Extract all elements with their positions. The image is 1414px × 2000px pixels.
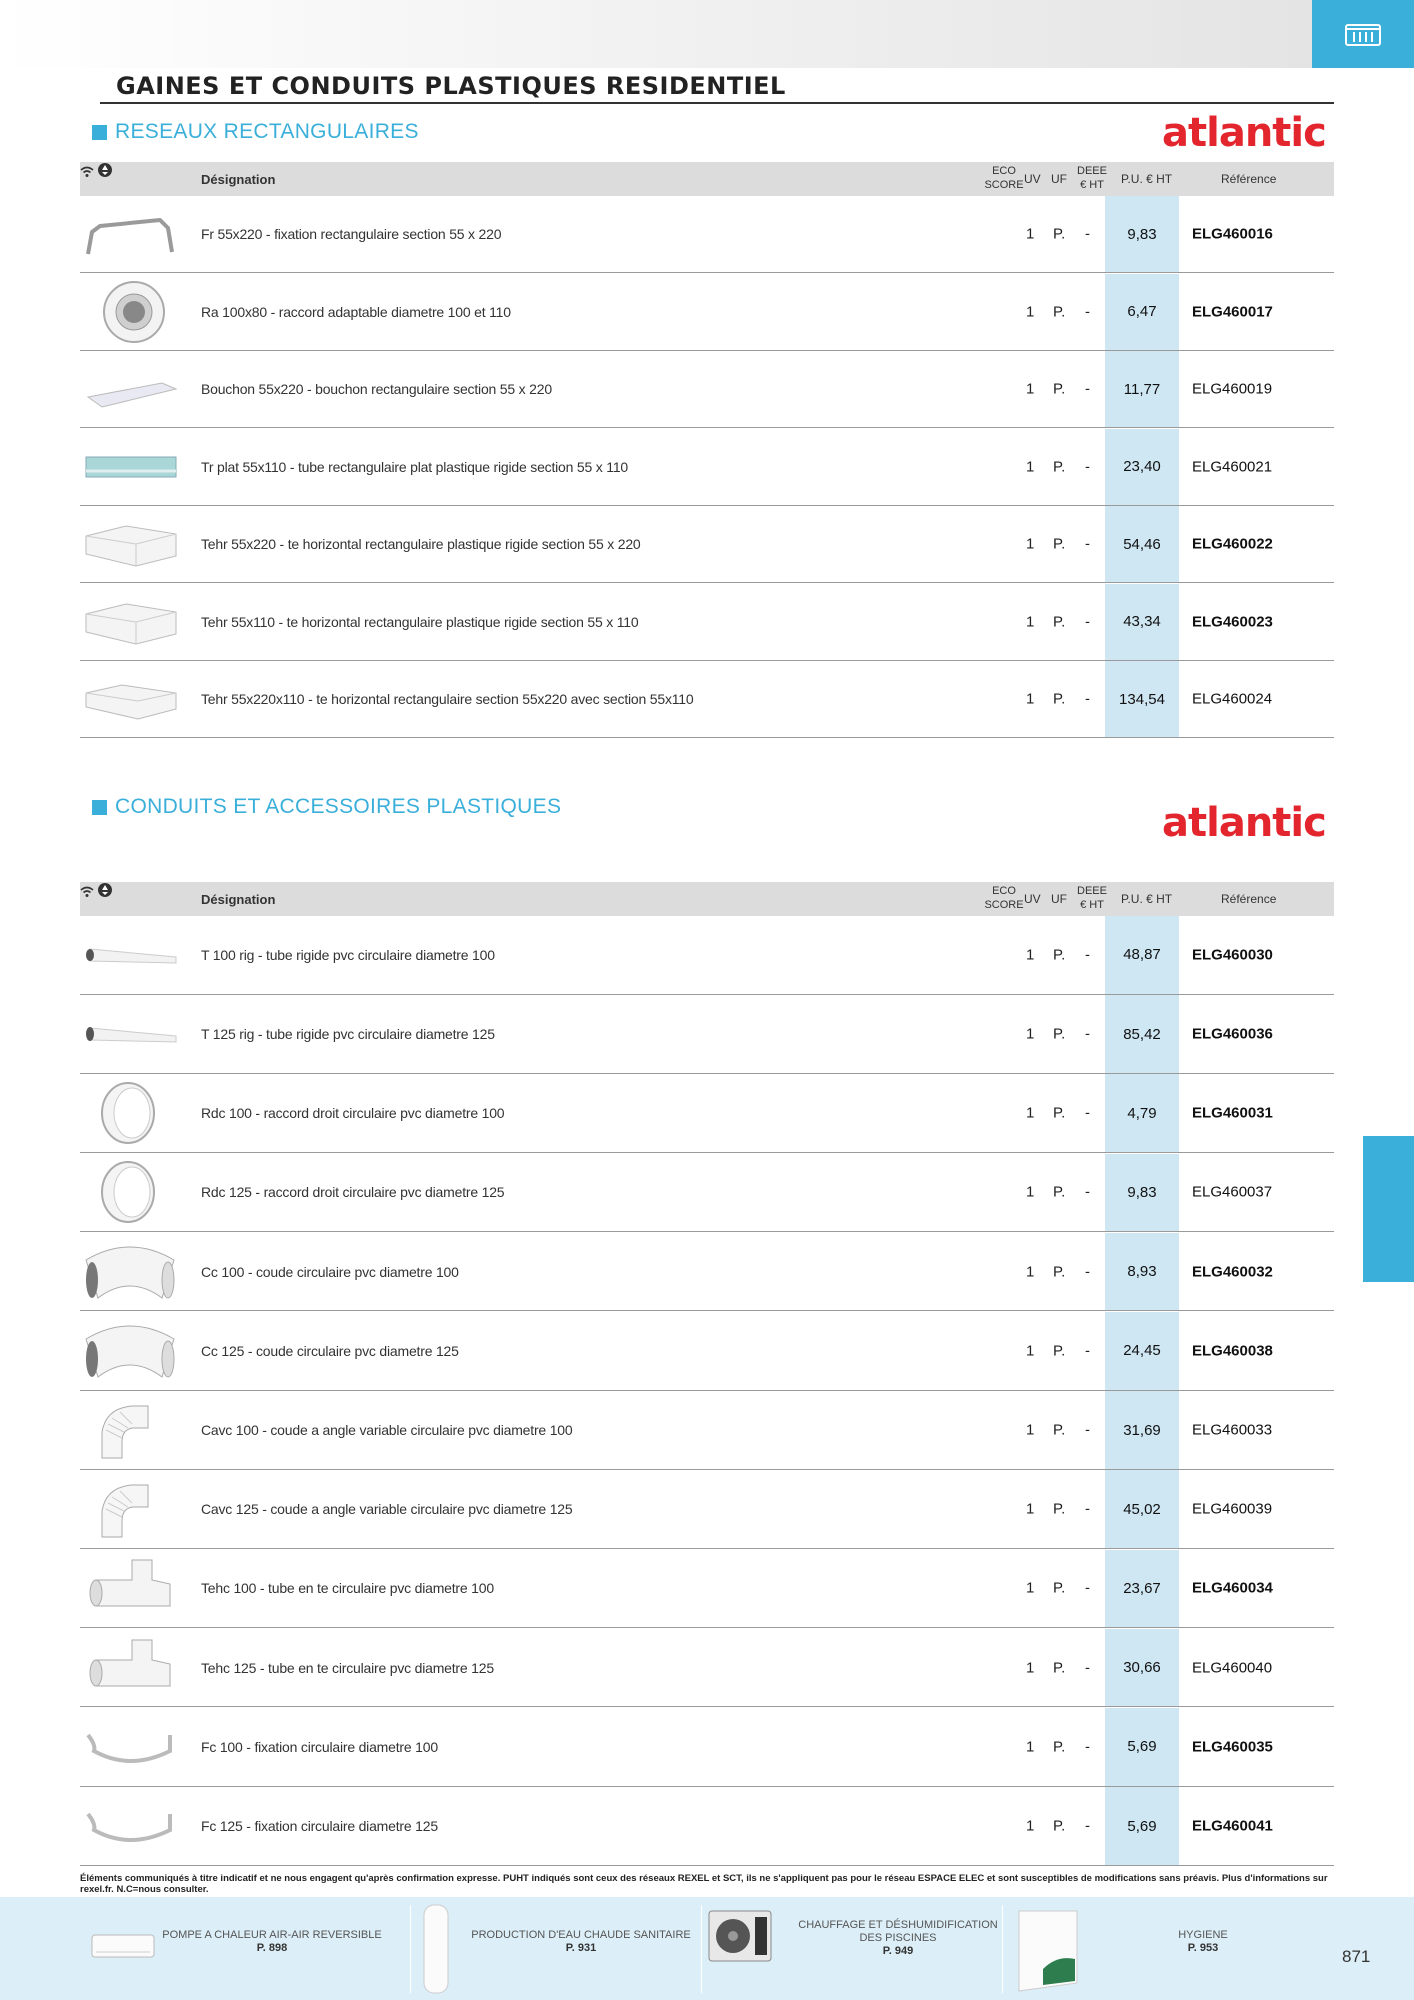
- product-reference[interactable]: ELG460035: [1192, 1738, 1273, 1756]
- product-reference[interactable]: ELG460036: [1192, 1025, 1273, 1043]
- page-number: 871: [1342, 1947, 1371, 1966]
- product-uv: 1: [1026, 1500, 1035, 1518]
- product-designation: Cavc 100 - coude a angle variable circulaire pvc diametre 100: [201, 1422, 573, 1439]
- product-thumbnail: [82, 1556, 178, 1620]
- product-designation: Cavc 125 - coude a angle variable circulaire pvc diametre 125: [201, 1501, 573, 1518]
- product-uv: 1: [1026, 1263, 1035, 1281]
- product-thumbnail: [82, 435, 178, 499]
- col-designation: Désignation: [201, 892, 276, 907]
- col-reference: Référence: [1221, 172, 1277, 186]
- product-deee: -: [1085, 1500, 1090, 1518]
- product-reference[interactable]: ELG460034: [1192, 1579, 1273, 1597]
- wifi-icon: [80, 166, 94, 178]
- product-deee: -: [1085, 1659, 1090, 1677]
- product-deee: -: [1085, 1421, 1090, 1439]
- product-deee: -: [1085, 303, 1090, 320]
- section-title: RESEAUX RECTANGULAIRES: [115, 120, 419, 143]
- product-price: 23,40: [1105, 429, 1179, 505]
- product-thumbnail: [82, 923, 178, 987]
- recycle-icon: [97, 882, 113, 898]
- table-row[interactable]: [80, 196, 1334, 273]
- table-row[interactable]: [80, 1470, 1334, 1549]
- product-uf: P.: [1053, 535, 1066, 553]
- table-row[interactable]: [80, 351, 1334, 428]
- product-price: 48,87: [1105, 916, 1179, 994]
- section-bullet: [92, 800, 107, 815]
- product-uv: 1: [1026, 535, 1035, 553]
- air-conditioner-icon: [90, 1927, 156, 1963]
- col-designation: Désignation: [201, 172, 276, 187]
- product-price: 9,83: [1105, 196, 1179, 272]
- product-uf: P.: [1053, 1104, 1066, 1122]
- table-row[interactable]: [80, 1233, 1334, 1312]
- product-designation: Rdc 100 - raccord droit circulaire pvc diametre 100: [201, 1105, 505, 1122]
- table-row[interactable]: [80, 1787, 1334, 1866]
- product-thumbnail: [82, 590, 178, 654]
- product-uv: 1: [1026, 946, 1035, 964]
- product-reference[interactable]: ELG460022: [1192, 535, 1273, 553]
- product-designation: Tehc 100 - tube en te circulaire pvc diametre 100: [201, 1580, 494, 1597]
- hygiene-unit-icon: [1013, 1907, 1083, 1993]
- product-reference[interactable]: ELG460017: [1192, 303, 1273, 320]
- product-designation: Fc 100 - fixation circulaire diametre 100: [201, 1738, 438, 1755]
- product-designation: Rdc 125 - raccord droit circulaire pvc diametre 125: [201, 1184, 505, 1201]
- product-thumbnail: [82, 357, 178, 421]
- product-uf: P.: [1053, 1659, 1066, 1677]
- product-reference[interactable]: ELG460023: [1192, 613, 1273, 630]
- product-reference[interactable]: ELG460016: [1192, 225, 1273, 243]
- table-row[interactable]: [80, 1550, 1334, 1629]
- disclaimer: Éléments communiqués à titre indicatif et ne nous engagent qu'après confirmation expresse. PUHT indiqués sont ceux des réseaux REXEL et SCT, ils ne s'appliquent pas pour le réseau ESPACE ELEC et sont susceptibles de modifications sans préavis. Plus d'informations sur rexel.fr. N.C=nous consulter.: [80, 1873, 1328, 1895]
- product-uf: P.: [1053, 380, 1066, 398]
- product-thumbnail: [82, 1636, 178, 1700]
- product-designation: Tehr 55x220x110 - te horizontal rectangulaire section 55x220 avec section 55x110: [201, 691, 694, 707]
- product-deee: -: [1085, 1342, 1090, 1360]
- product-price: 9,83: [1105, 1154, 1179, 1232]
- brand-logo: atlantic: [1162, 800, 1326, 846]
- table-header: [80, 882, 1334, 916]
- product-designation: Fr 55x220 - fixation rectangulaire section 55 x 220: [201, 226, 502, 242]
- product-price: 45,02: [1105, 1470, 1179, 1548]
- product-uv: 1: [1026, 303, 1035, 320]
- product-uv: 1: [1026, 690, 1035, 708]
- product-uf: P.: [1053, 946, 1066, 964]
- product-uf: P.: [1053, 303, 1066, 320]
- product-reference[interactable]: ELG460019: [1192, 380, 1273, 398]
- product-designation: Cc 100 - coude circulaire pvc diametre 100: [201, 1263, 459, 1280]
- product-designation: Ra 100x80 - raccord adaptable diametre 100 et 110: [201, 303, 511, 320]
- product-uf: P.: [1053, 1817, 1066, 1835]
- product-uv: 1: [1026, 1104, 1035, 1122]
- brand-logo: atlantic: [1162, 110, 1326, 156]
- product-reference[interactable]: ELG460040: [1192, 1659, 1273, 1677]
- product-designation: Tehr 55x220 - te horizontal rectangulaire plastique rigide section 55 x 220: [201, 536, 641, 552]
- section-heading-conduits: [92, 795, 561, 819]
- col-uf: UF: [1051, 892, 1067, 906]
- radiator-icon: [1344, 20, 1382, 48]
- water-heater-icon: [421, 1903, 451, 1995]
- product-price: 30,66: [1105, 1629, 1179, 1707]
- product-uv: 1: [1026, 1817, 1035, 1835]
- footer-label: POMPE A CHALEUR AIR-AIR REVERSIBLE: [162, 1929, 382, 1941]
- product-price: 6,47: [1105, 274, 1179, 350]
- footer-label: CHAUFFAGE ET DÉSHUMIDIFICATION: [798, 1919, 998, 1931]
- product-designation: T 100 rig - tube rigide pvc circulaire diametre 100: [201, 946, 495, 963]
- footer-nav: [0, 1897, 1414, 2000]
- product-uv: 1: [1026, 458, 1035, 475]
- product-price: 5,69: [1105, 1787, 1179, 1865]
- product-uv: 1: [1026, 1025, 1035, 1043]
- section-heading-rectangulaires: [92, 120, 419, 144]
- product-deee: -: [1085, 946, 1090, 964]
- table-row[interactable]: [80, 1074, 1334, 1153]
- table-row[interactable]: [80, 274, 1334, 351]
- col-uf: UF: [1051, 172, 1067, 186]
- footer-link-hygiene[interactable]: [1003, 1897, 1333, 2000]
- product-price: 24,45: [1105, 1312, 1179, 1390]
- product-price: 23,67: [1105, 1550, 1179, 1628]
- product-uv: 1: [1026, 1342, 1035, 1360]
- product-thumbnail: [82, 1002, 178, 1066]
- product-uv: 1: [1026, 1579, 1035, 1597]
- product-uf: P.: [1053, 1263, 1066, 1281]
- product-designation: Tehr 55x110 - te horizontal rectangulaire plastique rigide section 55 x 110: [201, 613, 639, 630]
- table-row[interactable]: [80, 429, 1334, 506]
- col-price: P.U. € HT: [1121, 172, 1173, 186]
- table-header: [80, 162, 1334, 196]
- product-price: 8,93: [1105, 1233, 1179, 1311]
- col-deee: DEEE € HT: [1077, 885, 1107, 911]
- col-uv: UV: [1024, 892, 1041, 906]
- footer-page: P. 949: [882, 1945, 914, 1957]
- product-uf: P.: [1053, 1421, 1066, 1439]
- product-uf: P.: [1053, 225, 1066, 243]
- product-reference[interactable]: ELG460038: [1192, 1342, 1273, 1360]
- product-thumbnail: [82, 1398, 178, 1462]
- product-reference[interactable]: ELG460030: [1192, 946, 1273, 964]
- table-row[interactable]: [80, 995, 1334, 1074]
- chapter-tab[interactable]: [1312, 0, 1414, 68]
- product-thumbnail: [82, 1477, 178, 1541]
- col-deee: DEEE € HT: [1077, 165, 1107, 191]
- product-designation: T 125 rig - tube rigide pvc circulaire diametre 125: [201, 1026, 495, 1043]
- product-uv: 1: [1026, 1738, 1035, 1756]
- table-row[interactable]: [80, 916, 1334, 995]
- product-designation: Tr plat 55x110 - tube rectangulaire plat plastique rigide section 55 x 110: [201, 458, 628, 475]
- wifi-icon: [80, 886, 94, 898]
- table-row[interactable]: [80, 1629, 1334, 1708]
- section-title: CONDUITS ET ACCESSOIRES PLASTIQUES: [115, 795, 562, 818]
- section-bullet: [92, 125, 107, 140]
- footer-link-pac[interactable]: [0, 1897, 410, 2000]
- product-deee: -: [1085, 1025, 1090, 1043]
- footer-label: PRODUCTION D'EAU CHAUDE SANITAIRE: [471, 1929, 691, 1941]
- col-eco-score: ECO SCORE: [984, 885, 1024, 911]
- product-thumbnail: [82, 1081, 178, 1145]
- product-price: 134,54: [1105, 661, 1179, 737]
- product-deee: -: [1085, 380, 1090, 398]
- product-reference[interactable]: ELG460041: [1192, 1817, 1273, 1835]
- product-price: 4,79: [1105, 1074, 1179, 1152]
- table-row[interactable]: [80, 1391, 1334, 1470]
- product-thumbnail: [82, 1715, 178, 1779]
- product-reference[interactable]: ELG460032: [1192, 1263, 1273, 1281]
- footer-page: P. 953: [1187, 1942, 1219, 1954]
- product-price: 85,42: [1105, 995, 1179, 1073]
- table-row[interactable]: [80, 506, 1334, 583]
- product-reference[interactable]: ELG460021: [1192, 458, 1273, 475]
- product-reference[interactable]: ELG460039: [1192, 1500, 1273, 1518]
- product-uv: 1: [1026, 225, 1035, 243]
- title-divider: [100, 102, 1334, 104]
- heat-pump-unit-icon: [707, 1909, 773, 1965]
- product-deee: -: [1085, 690, 1090, 708]
- product-uf: P.: [1053, 1500, 1066, 1518]
- footer-link-piscines[interactable]: [702, 1897, 1002, 2000]
- product-deee: -: [1085, 458, 1090, 475]
- table-row[interactable]: [80, 661, 1334, 738]
- product-reference[interactable]: ELG460031: [1192, 1104, 1273, 1122]
- product-deee: -: [1085, 613, 1090, 630]
- product-thumbnail: [82, 202, 178, 266]
- side-index-tab[interactable]: [1363, 1136, 1414, 1282]
- product-uf: P.: [1053, 1025, 1066, 1043]
- product-thumbnail: [82, 1240, 178, 1304]
- product-thumbnail: [82, 1319, 178, 1383]
- footer-page: P. 931: [565, 1942, 597, 1954]
- top-banner: [0, 0, 1312, 68]
- footer-label: HYGIENE: [1178, 1929, 1228, 1941]
- product-uv: 1: [1026, 1183, 1035, 1201]
- product-designation: Bouchon 55x220 - bouchon rectangulaire section 55 x 220: [201, 381, 552, 397]
- product-uv: 1: [1026, 1659, 1035, 1677]
- product-price: 54,46: [1105, 506, 1179, 582]
- product-uf: P.: [1053, 1738, 1066, 1756]
- product-uf: P.: [1053, 613, 1066, 630]
- col-price: P.U. € HT: [1121, 892, 1173, 906]
- product-deee: -: [1085, 1104, 1090, 1122]
- product-uf: P.: [1053, 690, 1066, 708]
- product-thumbnail: [82, 280, 178, 344]
- product-reference[interactable]: ELG460037: [1192, 1183, 1273, 1201]
- product-deee: -: [1085, 1579, 1090, 1597]
- page-title: GAINES ET CONDUITS PLASTIQUES RESIDENTIEL: [116, 72, 786, 100]
- table-row[interactable]: [80, 1312, 1334, 1391]
- product-uv: 1: [1026, 380, 1035, 398]
- product-thumbnail: [82, 1160, 178, 1224]
- product-uv: 1: [1026, 613, 1035, 630]
- product-deee: -: [1085, 1183, 1090, 1201]
- product-thumbnail: [82, 667, 178, 731]
- product-designation: Cc 125 - coude circulaire pvc diametre 125: [201, 1342, 459, 1359]
- product-deee: -: [1085, 225, 1090, 243]
- product-price: 31,69: [1105, 1391, 1179, 1469]
- product-designation: Fc 125 - fixation circulaire diametre 125: [201, 1818, 438, 1835]
- product-deee: -: [1085, 1817, 1090, 1835]
- footer-label: DES PISCINES: [859, 1932, 937, 1944]
- table-row[interactable]: [80, 1708, 1334, 1787]
- product-deee: -: [1085, 535, 1090, 553]
- footer-page: P. 898: [256, 1942, 288, 1954]
- recycle-icon: [97, 162, 113, 178]
- product-designation: Tehc 125 - tube en te circulaire pvc diametre 125: [201, 1659, 494, 1676]
- product-uf: P.: [1053, 1183, 1066, 1201]
- col-eco-score: ECO SCORE: [984, 165, 1024, 191]
- product-thumbnail: [82, 1794, 178, 1858]
- product-uf: P.: [1053, 458, 1066, 475]
- product-price: 43,34: [1105, 584, 1179, 660]
- product-price: 11,77: [1105, 351, 1179, 427]
- product-deee: -: [1085, 1263, 1090, 1281]
- product-thumbnail: [82, 512, 178, 576]
- product-price: 5,69: [1105, 1708, 1179, 1786]
- product-reference[interactable]: ELG460024: [1192, 690, 1273, 708]
- product-reference[interactable]: ELG460033: [1192, 1421, 1273, 1439]
- product-uf: P.: [1053, 1342, 1066, 1360]
- col-reference: Référence: [1221, 892, 1277, 906]
- footer-link-ecs[interactable]: [411, 1897, 701, 2000]
- product-uv: 1: [1026, 1421, 1035, 1439]
- table-row[interactable]: [80, 584, 1334, 661]
- table-row[interactable]: [80, 1154, 1334, 1233]
- product-deee: -: [1085, 1738, 1090, 1756]
- col-uv: UV: [1024, 172, 1041, 186]
- product-uf: P.: [1053, 1579, 1066, 1597]
